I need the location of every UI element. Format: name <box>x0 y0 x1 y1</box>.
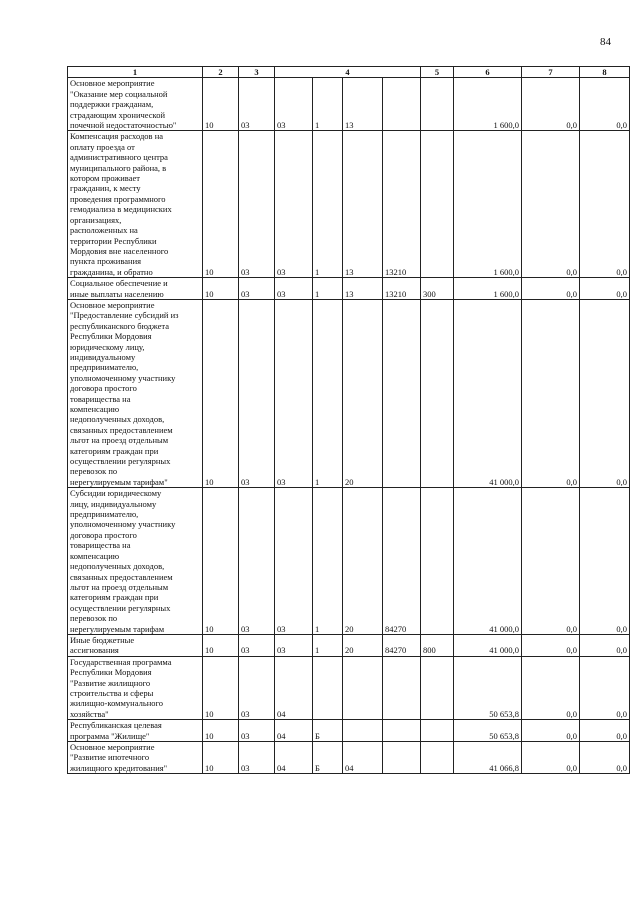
cell-c6: 1 600,0 <box>454 78 522 131</box>
cell-c6: 41 000,0 <box>454 634 522 656</box>
cell-c8: 0,0 <box>580 299 630 487</box>
cell-c3: 03 <box>239 278 275 300</box>
cell-c3: 03 <box>239 131 275 278</box>
cell-c4b <box>313 656 343 719</box>
page-number: 84 <box>600 36 611 48</box>
row-description: Субсидии юридическому лицу, индивидуальному предпринимателю, уполномоченному участнику договора простого товарищества на компенсацию недополученных доходов, связанных предоставлением льгот на проезд отдельным категориям граждан при осуществлении регулярных перевозок по нерегулируемым тарифам <box>68 488 203 635</box>
cell-c7: 0,0 <box>522 131 580 278</box>
cell-c6: 41 000,0 <box>454 299 522 487</box>
cell-c4c: 20 <box>343 634 383 656</box>
cell-c4a: 04 <box>275 742 313 774</box>
table-row <box>68 278 630 300</box>
cell-c8: 0,0 <box>580 720 630 742</box>
cell-c4d: 13210 <box>383 278 421 300</box>
cell-c4a: 03 <box>275 299 313 487</box>
cell-c2: 10 <box>203 656 239 719</box>
table-row <box>68 720 630 742</box>
cell-c4c: 13 <box>343 131 383 278</box>
cell-c4c: 13 <box>343 278 383 300</box>
cell-c4b: Б <box>313 720 343 742</box>
cell-c7: 0,0 <box>522 720 580 742</box>
cell-c5 <box>421 131 454 278</box>
table-row <box>68 634 630 656</box>
cell-c7: 0,0 <box>522 78 580 131</box>
cell-c4d <box>383 742 421 774</box>
cell-c5: 300 <box>421 278 454 300</box>
cell-c8: 0,0 <box>580 742 630 774</box>
table-row <box>68 488 630 635</box>
cell-c6: 50 653,8 <box>454 720 522 742</box>
row-description: Иные бюджетные ассигнования <box>68 634 203 656</box>
cell-c3: 03 <box>239 742 275 774</box>
cell-c4c: 20 <box>343 488 383 635</box>
row-description: Компенсация расходов на оплату проезда от административного центра муниципального района, в котором проживает гражданин, к месту проведения программного гемодиализа в медицинских организациях, расположенных на территории Республики Мордовия вне населенного пункта проживания гражданина, и обратно <box>68 131 203 278</box>
cell-c4c: 13 <box>343 78 383 131</box>
cell-c4b: 1 <box>313 278 343 300</box>
cell-c4b: 1 <box>313 634 343 656</box>
cell-c6: 41 066,8 <box>454 742 522 774</box>
row-description: Основное мероприятие "Оказание мер социальной поддержки гражданам, страдающим хронической почечной недостаточностью" <box>68 78 203 131</box>
cell-c3: 03 <box>239 299 275 487</box>
cell-c4d <box>383 720 421 742</box>
cell-c2: 10 <box>203 634 239 656</box>
cell-c8: 0,0 <box>580 656 630 719</box>
cell-c7: 0,0 <box>522 656 580 719</box>
cell-c4d: 13210 <box>383 131 421 278</box>
cell-c2: 10 <box>203 299 239 487</box>
cell-c8: 0,0 <box>580 78 630 131</box>
cell-c3: 03 <box>239 720 275 742</box>
cell-c2: 10 <box>203 720 239 742</box>
col-header-6: 6 <box>454 67 522 78</box>
table-row <box>68 656 630 719</box>
cell-c2: 10 <box>203 131 239 278</box>
cell-c4c <box>343 656 383 719</box>
cell-c7: 0,0 <box>522 488 580 635</box>
cell-c3: 03 <box>239 78 275 131</box>
row-description: Основное мероприятие "Развитие ипотечного жилищного кредитования" <box>68 742 203 774</box>
cell-c4a: 04 <box>275 720 313 742</box>
table-row <box>68 742 630 774</box>
cell-c3: 03 <box>239 656 275 719</box>
cell-c8: 0,0 <box>580 488 630 635</box>
cell-c4b: 1 <box>313 299 343 487</box>
col-header-3: 3 <box>239 67 275 78</box>
cell-c4d <box>383 299 421 487</box>
cell-c4a: 03 <box>275 131 313 278</box>
cell-c4d <box>383 78 421 131</box>
cell-c6: 50 653,8 <box>454 656 522 719</box>
row-description: Государственная программа Республики Мордовия "Развитие жилищного строительства и сферы жилищно-коммунального хозяйства" <box>68 656 203 719</box>
cell-c4a: 03 <box>275 634 313 656</box>
cell-c5: 800 <box>421 634 454 656</box>
cell-c4a: 03 <box>275 78 313 131</box>
cell-c5 <box>421 656 454 719</box>
col-header-4: 4 <box>275 67 421 78</box>
cell-c7: 0,0 <box>522 634 580 656</box>
cell-c4d <box>383 656 421 719</box>
row-description: Социальное обеспечение и иные выплаты населению <box>68 278 203 300</box>
cell-c5 <box>421 488 454 635</box>
cell-c4c <box>343 720 383 742</box>
cell-c8: 0,0 <box>580 278 630 300</box>
cell-c5 <box>421 720 454 742</box>
cell-c5 <box>421 742 454 774</box>
cell-c7: 0,0 <box>522 278 580 300</box>
cell-c5 <box>421 299 454 487</box>
cell-c4a: 03 <box>275 488 313 635</box>
cell-c4a: 04 <box>275 656 313 719</box>
cell-c2: 10 <box>203 488 239 635</box>
col-header-1: 1 <box>68 67 203 78</box>
cell-c2: 10 <box>203 278 239 300</box>
cell-c4c: 04 <box>343 742 383 774</box>
cell-c7: 0,0 <box>522 742 580 774</box>
cell-c6: 1 600,0 <box>454 278 522 300</box>
row-description: Основное мероприятие "Предоставление субсидий из республиканского бюджета Республики Мордовия юридическому лицу, индивидуальному предпринимателю, уполномоченному участнику договора простого товарищества на компенсацию недополученных доходов, связанных предоставлением льгот на проезд отдельным категориям граждан при осуществлении регулярных перевозок по нерегулируемым тарифам" <box>68 299 203 487</box>
cell-c4a: 03 <box>275 278 313 300</box>
col-header-5: 5 <box>421 67 454 78</box>
header-row <box>68 67 630 78</box>
cell-c8: 0,0 <box>580 131 630 278</box>
cell-c4b: 1 <box>313 131 343 278</box>
cell-c3: 03 <box>239 634 275 656</box>
cell-c4b: 1 <box>313 78 343 131</box>
table-row <box>68 299 630 487</box>
cell-c4d: 84270 <box>383 488 421 635</box>
cell-c3: 03 <box>239 488 275 635</box>
cell-c4d: 84270 <box>383 634 421 656</box>
budget-table <box>67 66 630 774</box>
cell-c4b: 1 <box>313 488 343 635</box>
col-header-7: 7 <box>522 67 580 78</box>
table-row <box>68 131 630 278</box>
cell-c4b: Б <box>313 742 343 774</box>
cell-c5 <box>421 78 454 131</box>
col-header-8: 8 <box>580 67 630 78</box>
cell-c2: 10 <box>203 742 239 774</box>
cell-c4c: 20 <box>343 299 383 487</box>
cell-c8: 0,0 <box>580 634 630 656</box>
col-header-2: 2 <box>203 67 239 78</box>
row-description: Республиканская целевая программа "Жилище" <box>68 720 203 742</box>
cell-c7: 0,0 <box>522 299 580 487</box>
cell-c6: 41 000,0 <box>454 488 522 635</box>
cell-c6: 1 600,0 <box>454 131 522 278</box>
cell-c2: 10 <box>203 78 239 131</box>
table-row <box>68 78 630 131</box>
